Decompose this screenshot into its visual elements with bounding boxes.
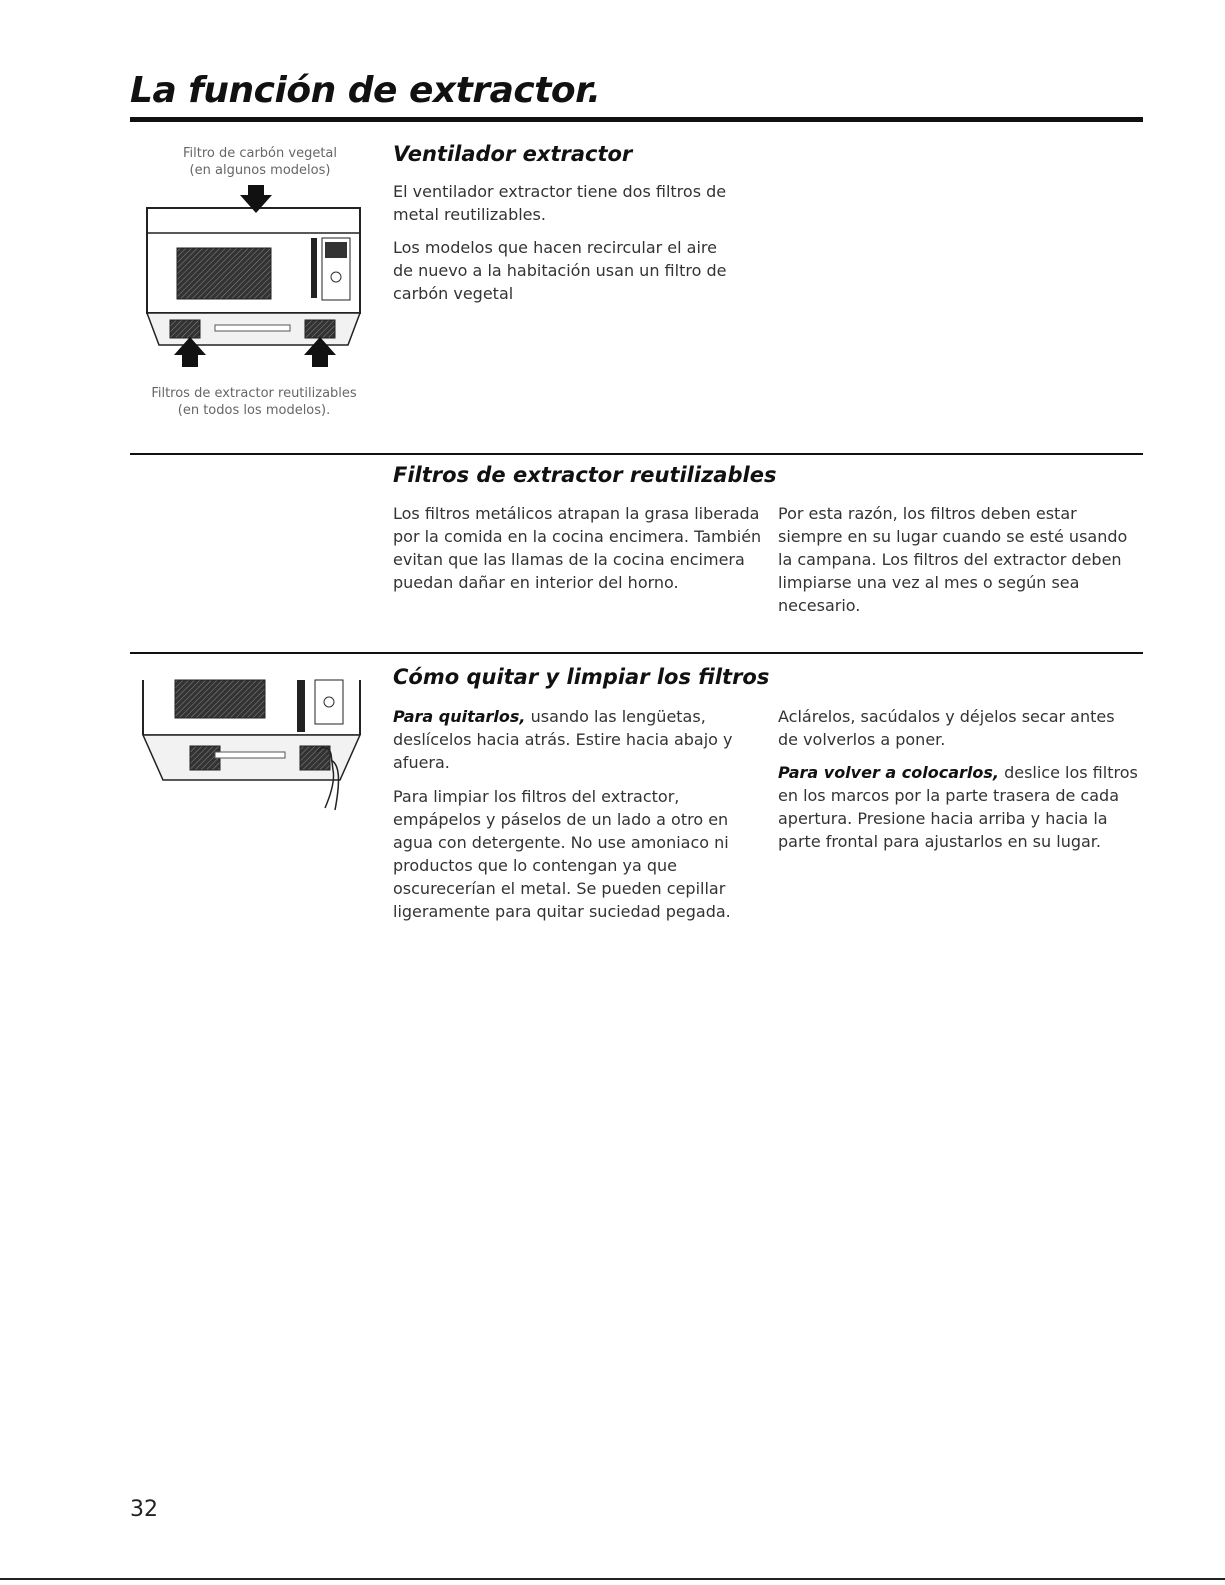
exhaust-fan-paragraph-2: Los modelos que hacen recircular el aire de nuevo a la habitación usan un filtro de carbón vegetal — [393, 238, 727, 303]
section-heading-remove-clean: Cómo quitar y limpiar los filtros — [393, 665, 770, 689]
exhaust-fan-paragraph-1: El ventilador extractor tiene dos filtros de metal reutilizables. — [393, 182, 727, 224]
page-title: La función de extractor. — [130, 70, 601, 111]
section-divider — [130, 652, 1143, 654]
reusable-filters-col1: Los filtros metálicos atrapan la grasa liberada por la comida en la cocina encimera. También evitan que las llamas de la cocina encimera puedan dañar en interior del horno. — [393, 504, 762, 592]
page-bottom-edge — [0, 1578, 1225, 1580]
microwave-vent-diagram — [130, 185, 370, 375]
title-rule — [130, 117, 1143, 122]
replace-filters-lead: Para volver a colocarlos, — [778, 763, 999, 782]
reusable-filters-col2: Por esta razón, los filtros deben estar siempre en su lugar cuando se esté usando la campana. Los filtros del extractor deben limpiarse una vez al mes o según sea necesario. — [778, 504, 1128, 615]
reusable-filter-caption — [130, 385, 378, 419]
rinse-filters-paragraph: Aclárelos, sacúdalos y déjelos secar antes de volverlos a poner. — [778, 707, 1115, 749]
remove-filters-text: usando las lengüetas, deslícelos hacia atrás. Estire hacia abajo y afuera. — [393, 707, 733, 772]
filter-removal-diagram — [135, 660, 375, 820]
clean-filters-paragraph: Para limpiar los filtros del extractor, empápelos y páselos de un lado a otro en agua con detergente. No use amoniaco ni productos que lo contengan ya que oscurecerían el metal. Se pueden cepillar ligeramente para quitar suciedad pegada. — [393, 787, 731, 921]
section-heading-reusable-filters: Filtros de extractor reutilizables — [393, 463, 777, 487]
reusable-filter-caption-line1: Filtros de extractor reutilizables — [151, 386, 357, 401]
page-number: 32 — [130, 1497, 158, 1522]
charcoal-filter-caption — [140, 145, 380, 179]
reusable-filter-caption-line2: (en todos los modelos). — [177, 403, 331, 418]
section-heading-exhaust-fan: Ventilador extractor — [393, 142, 633, 166]
replace-filters-text: deslice los filtros en los marcos por la parte trasera de cada apertura. Presione hacia arriba y hacia la parte frontal para ajustarlos en su lugar. — [778, 763, 1138, 851]
charcoal-filter-caption-line2: (en algunos modelos) — [189, 163, 331, 178]
remove-filters-paragraph — [393, 705, 738, 774]
charcoal-filter-caption-line1: Filtro de carbón vegetal — [182, 146, 338, 161]
remove-filters-lead: Para quitarlos, — [393, 707, 526, 726]
replace-filters-paragraph — [778, 761, 1138, 853]
section-divider — [130, 453, 1143, 455]
